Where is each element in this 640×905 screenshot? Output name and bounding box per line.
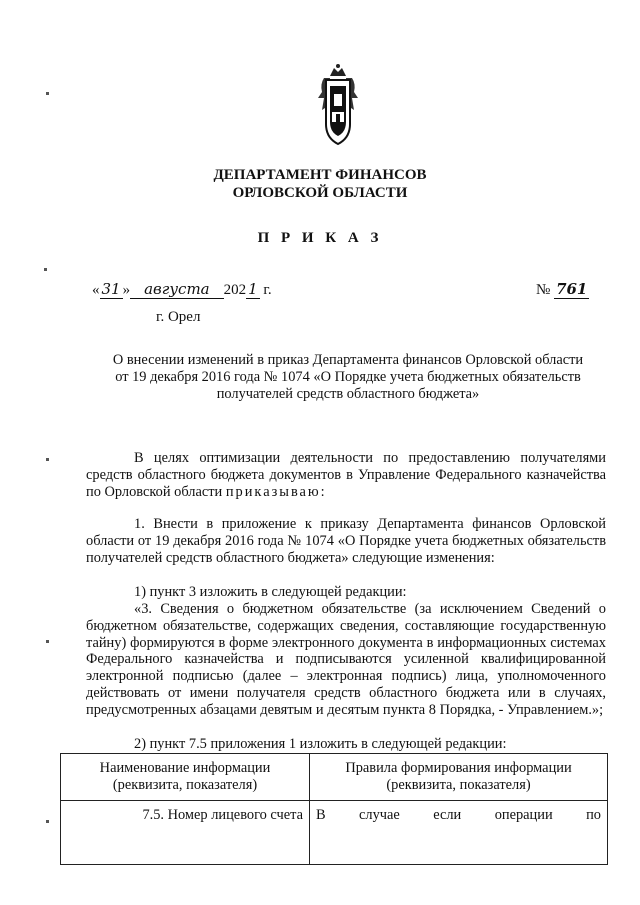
coat-of-arms-emblem [316,62,360,150]
date-year-prefix: 202 [223,282,247,298]
city: г. Орел [156,309,201,325]
table-header-right: Правила формирования информации (реквизита, показателя) [310,754,608,801]
emphasis-orders: приказываю: [225,483,327,500]
order-number-value: 761 [556,280,588,298]
department-name-line2: ОРЛОВСКОЙ ОБЛАСТИ [232,185,408,201]
table-cell-right: В случае если операции по [310,801,608,865]
order-date [92,280,272,299]
order-number-label: № [536,282,555,298]
date-month: августа [130,280,224,299]
table-header-left: Наименование информации (реквизита, показателя) [61,754,310,801]
scan-mark [46,92,49,95]
rules-table [60,753,608,865]
scan-mark [44,268,47,271]
date-close-quote: » [122,282,131,298]
scan-mark [46,458,49,461]
scan-mark [46,820,49,823]
department-name-line1: ДЕПАРТАМЕНТ ФИНАНСОВ [213,167,427,183]
order-number [536,280,589,299]
date-day: 31 [101,280,121,298]
body-paragraph-3: 1) пункт 3 изложить в следующей редакции: [134,584,407,600]
date-year-suffix: г. [259,282,272,298]
body-paragraph-4: «3. Сведения о бюджетном обязательстве (за исключением Сведений о бюджетном обязательстве, содержащих сведения, составляющие государственную тайну) формируются в форме электронного документа в информационных системах Федерального казначейства и подписываются усиленной квалифицированной электронной подписью (далее – электронная подпись) лица, уполномоченного действовать от имени получателя средств областного бюджета или в случаях, предусмотренных абзацами девятым и десятым пункта 8 Порядка, - Управлением.»; [86,601,606,718]
order-title: П Р И К А З [257,230,383,246]
date-open-quote: « [92,282,100,298]
subject-line2: от 19 декабря 2016 года № 1074 «О Порядке учета бюджетных обязательств [115,369,581,385]
body-paragraph-5: 2) пункт 7.5 приложения 1 изложить в следующей редакции: [134,736,507,752]
subject-line3: получателей средств областного бюджета» [216,386,480,402]
date-year-digit: 1 [248,280,258,298]
body-paragraph-2: 1. Внести в приложение к приказу Департамента финансов Орловской области от 19 декабря 2016 года № 1074 «О Порядке учета бюджетных обязательств получателей средств областного бюджета» следующие изменения: [86,516,606,566]
table-row [61,801,608,865]
table-header-row [61,754,608,801]
order-subject [90,352,606,403]
subject-line1: О внесении изменений в приказ Департамента финансов Орловской области [112,352,584,368]
table-cell-left: 7.5. Номер лицевого счета [61,801,310,865]
scan-mark [46,640,49,643]
body-paragraph-1: В целях оптимизации деятельности по предоставлению получателями средств областного бюджета документов в Управление Федерального казначейства по Орловской области приказываю: [86,450,606,500]
